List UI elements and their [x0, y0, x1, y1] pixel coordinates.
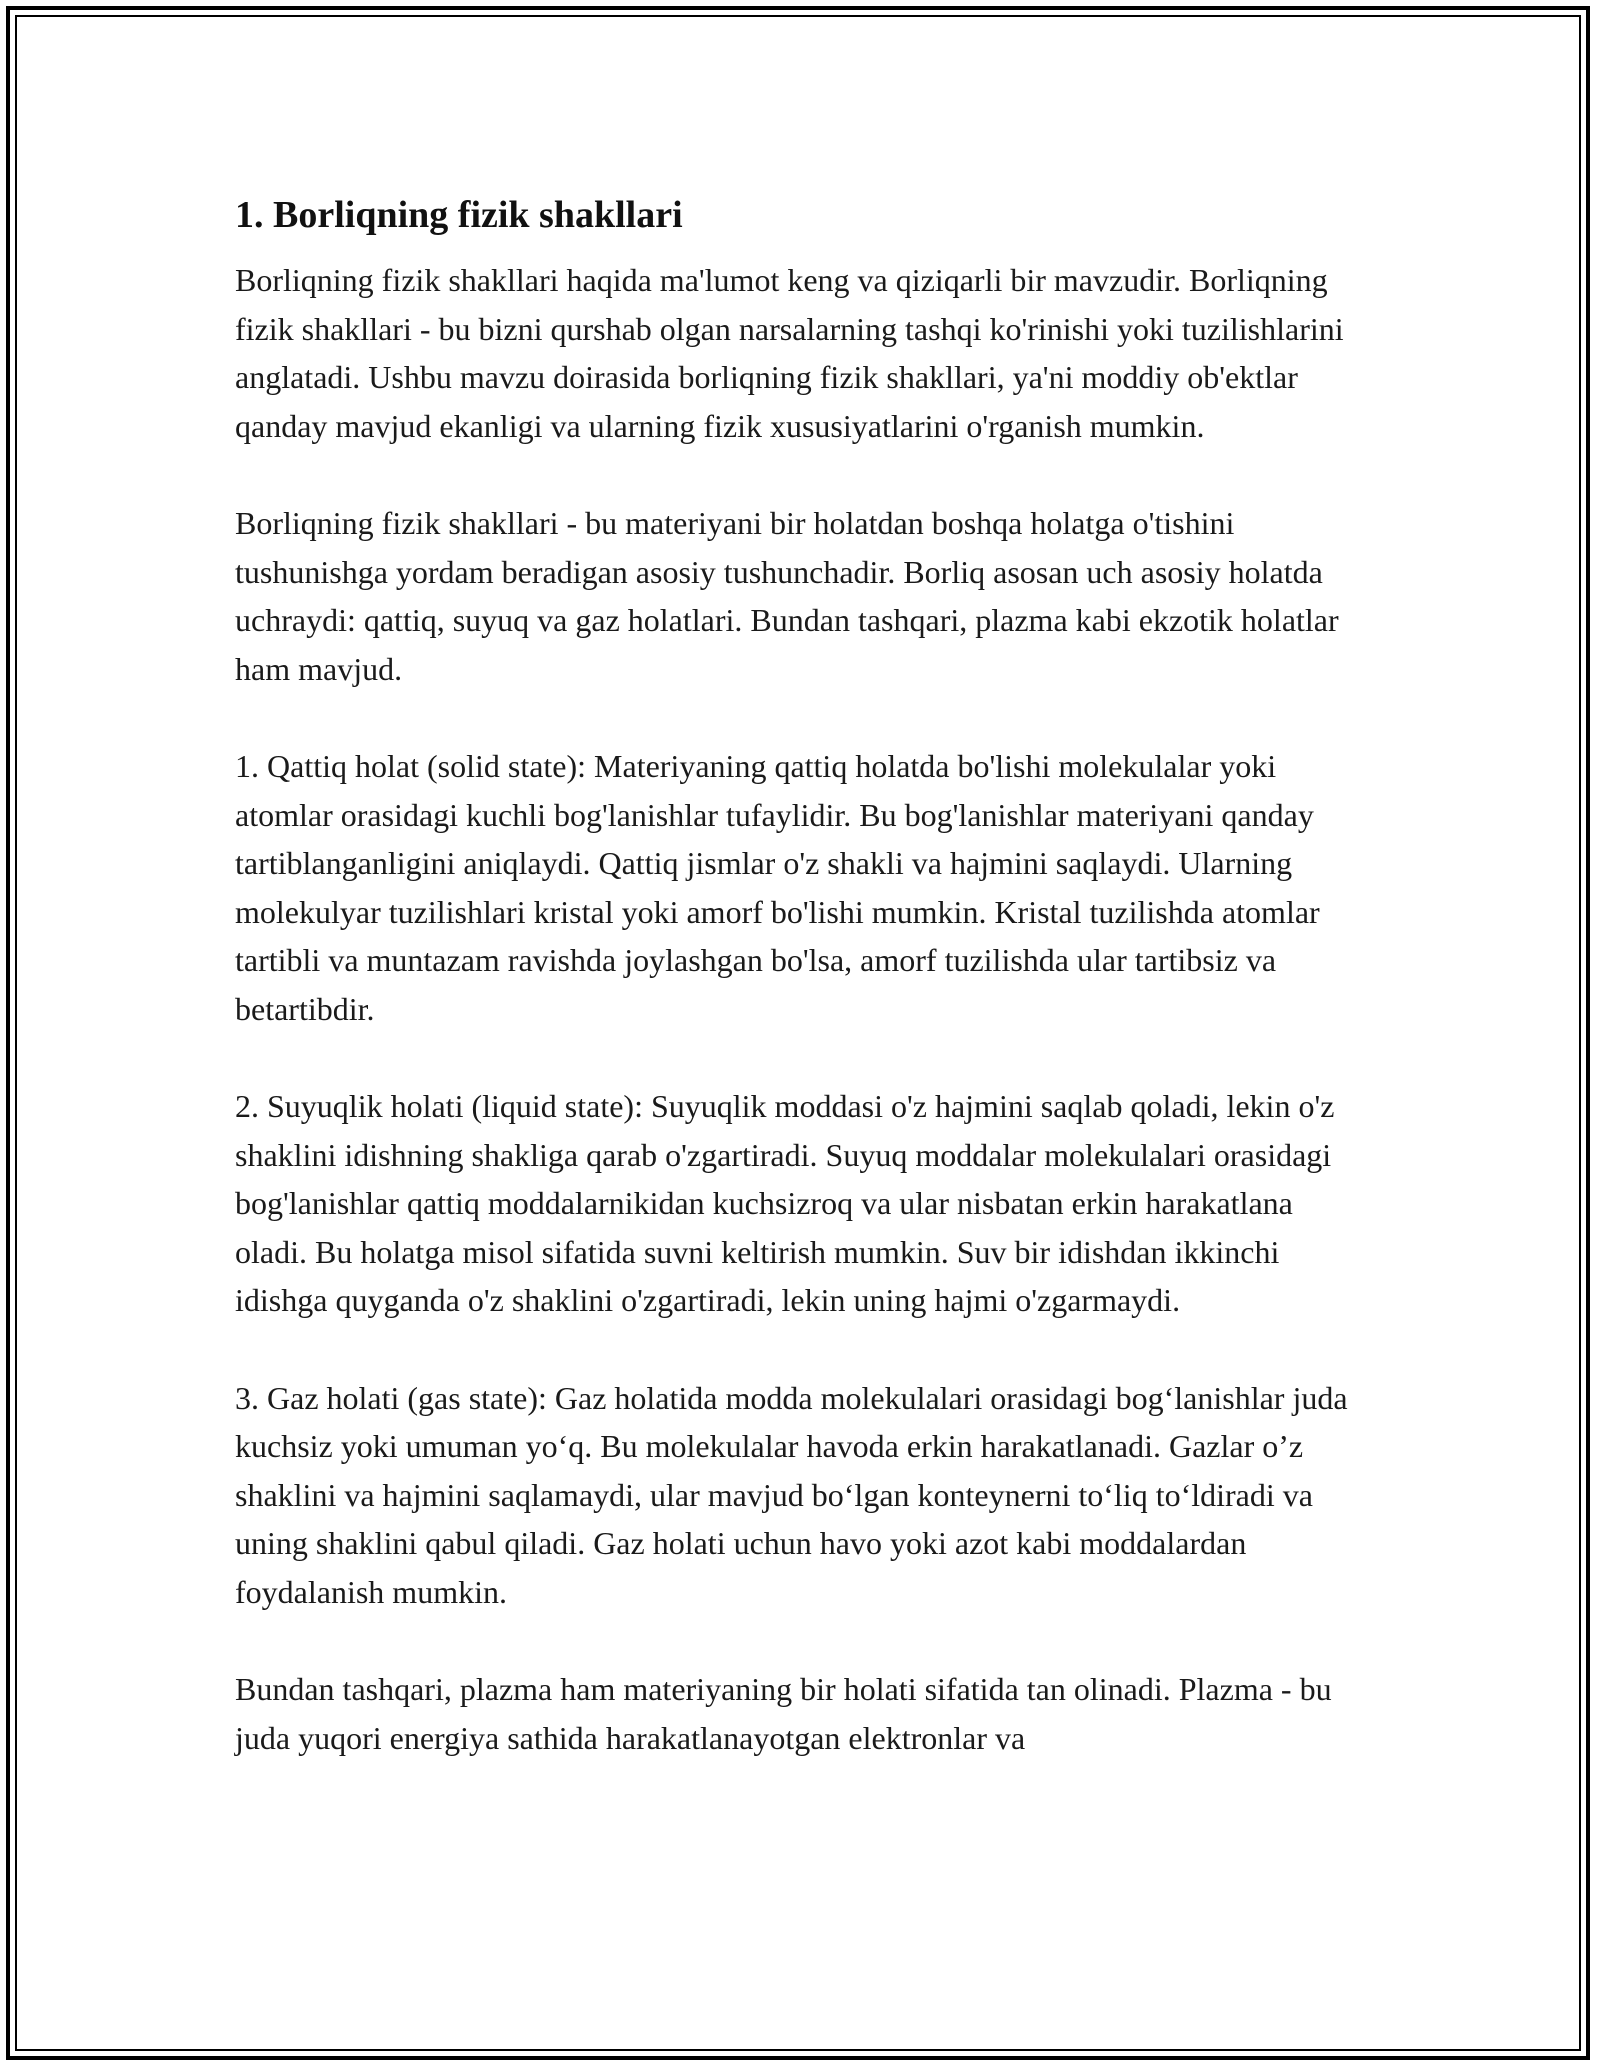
paragraph-liquid-state: 2. Suyuqlik holati (liquid state): Suyuqlik moddasi o'z hajmini saqlab qoladi, lekin o'z shaklini idishning shakliga qarab o'zgartiradi. Suyuq moddalar molekulalari orasidagi bog'lanishlar qattiq moddalarnikidan kuchsizroq va ular nisbatan erkin harakatlana oladi. Bu holatga misol sifatida suvni keltirish mumkin. Suv bir idishdan ikkinchi idishga quyganda o'z shaklini o'zgartiradi, lekin uning hajmi o'zgarmaydi.: [235, 1088, 1335, 1319]
section-heading: 1. Borliqning fizik shakllari: [235, 194, 683, 236]
paragraph-gas-state: 3. Gaz holati (gas state): Gaz holatida modda molekulalari orasidagi bog‘lanishlar juda kuchsiz yoki umuman yo‘q. Bu molekulalar havoda erkin harakatlanadi. Gazlar o’z shaklini va hajmini saqlamaydi, ular mavjud bo‘lgan konteynerni to‘liq to‘ldiradi va uning shaklini qabul qiladi. Gaz holati uchun havo yoki azot kabi moddalardan foydalanish mumkin.: [235, 1379, 1348, 1611]
paragraph-plasma: Bundan tashqari, plazma ham materiyaning bir holati sifatida tan olinadi. Plazma - bu juda yuqori energiya sathida harakatlanayotgan elektronlar va: [235, 1671, 1332, 1756]
paragraph-intro: Borliqning fizik shakllari haqida ma'lumot keng va qiziqarli bir mavzudir. Borliqning fizik shakllari - bu bizni qurshab olgan narsalarning tashqi ko'rinishi yoki tuzilishlarini anglatadi. Ushbu mavzu doirasida borliqning fizik shakllari, ya'ni moddiy ob'ektlar qanday mavjud ekanligi va ularning fizik xususiyatlarini o'rganish mumkin.: [235, 262, 1344, 444]
document-body: [235, 184, 1365, 1762]
paragraph-solid-state: 1. Qattiq holat (solid state): Materiyaning qattiq holatda bo'lishi molekulalar yoki atomlar orasidagi kuchli bog'lanishlar tufaylidir. Bu bog'lanishlar materiyani qanday tartiblanganligini aniqlaydi. Qattiq jismlar o'z shakli va hajmini saqlaydi. Ularning molekulyar tuzilishlari kristal yoki amorf bo'lishi mumkin. Kristal tuzilishda atomlar tartibli va muntazam ravishda joylashgan bo'lsa, amorf tuzilishda ular tartibsiz va betartibdir.: [235, 747, 1320, 1027]
paragraph-states-overview: Borliqning fizik shakllari - bu materiyani bir holatdan boshqa holatga o'tishini tushunishga yordam beradigan asosiy tushunchadir. Borliq asosan uch asosiy holatda uchraydi: qattiq, suyuq va gaz holatlari. Bundan tashqari, plazma kabi ekzotik holatlar ham mavjud.: [235, 504, 1339, 687]
